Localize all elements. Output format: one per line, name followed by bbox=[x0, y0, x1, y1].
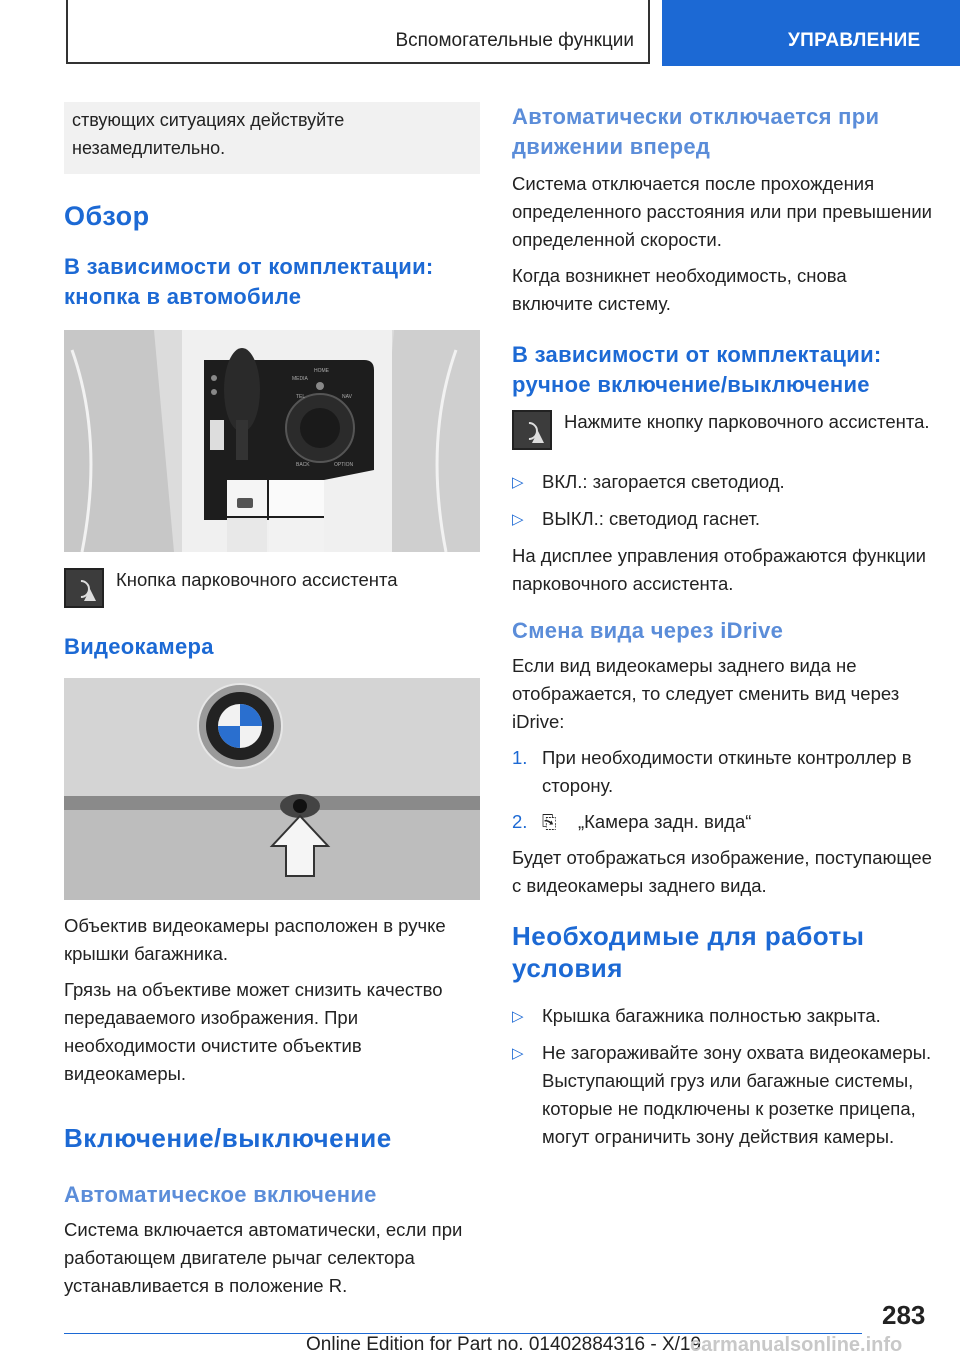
list-item bbox=[512, 505, 932, 534]
manual-bullet-off: ВЫКЛ.: светодиод гаснет. bbox=[542, 508, 761, 529]
heading-camera: Видеокамера bbox=[64, 634, 214, 659]
list-item bbox=[512, 1002, 932, 1031]
header-section-title: Вспомогательные функции bbox=[395, 30, 634, 51]
idrive-step-1: При необходимости откиньте контроллер в сторону. bbox=[542, 747, 912, 796]
console-label-home: HOME bbox=[314, 368, 329, 374]
console-label-media: MEDIA bbox=[292, 376, 308, 382]
header-chapter-tab bbox=[662, 0, 960, 66]
button-caption-line bbox=[64, 568, 480, 608]
left-column bbox=[64, 102, 480, 1308]
manual-bullet-on: ВКЛ.: загорается светодиод. bbox=[542, 471, 785, 492]
heading-auto-on: Автоматическое включение bbox=[64, 1182, 377, 1207]
header-chapter-title: УПРАВЛЕНИЕ bbox=[788, 30, 921, 51]
console-label-option: OPTION bbox=[334, 462, 354, 468]
heading-conditions: Необходимые для работы условия bbox=[512, 921, 865, 983]
camera-paragraph-1: Объектив видеокамеры расположен в ручке крышки багажника. bbox=[64, 915, 446, 964]
parking-assistant-icon bbox=[64, 568, 104, 608]
heading-idrive: Смена вида через iDrive bbox=[512, 618, 784, 643]
step-number: 2. bbox=[512, 811, 528, 832]
condition-2: Не загораживайте зону охвата видеокамеры. Выступающий груз или багажные системы, которые не подключены к розетке прицепа, могут ограничить зону действия камеры. bbox=[542, 1042, 932, 1147]
heading-button-in-car: В зависимости от комплектации: кнопка в автомобиле bbox=[64, 254, 434, 309]
auto-off-paragraph-1: Система отключается после прохождения определенного расстояния или при превышении определенной скорости. bbox=[512, 173, 932, 250]
idrive-paragraph-2: Будет отображаться изображение, поступающее с видеокамеры заднего вида. bbox=[512, 847, 932, 896]
auto-on-paragraph: Система включается автоматически, если при работающем двигателе рычаг селектора устанавливается в положение R. bbox=[64, 1219, 463, 1296]
console-label-back: BACK bbox=[296, 462, 310, 468]
heading-auto-off: Автоматически отключается при движении вперед bbox=[512, 104, 880, 159]
footer-watermark[interactable]: carmanualsonline.info bbox=[690, 1334, 903, 1356]
step-number: 1. bbox=[512, 747, 528, 768]
list-item bbox=[512, 744, 932, 800]
manual-icon-text: Нажмите кнопку парковочного ассистента. bbox=[564, 411, 930, 432]
manual-icon-line bbox=[512, 410, 932, 450]
heading-on-off: Включение/выключение bbox=[64, 1123, 392, 1153]
console-label-nav: NAV bbox=[342, 394, 352, 400]
list-item bbox=[512, 1039, 932, 1151]
photo-camera bbox=[64, 678, 480, 900]
right-column bbox=[512, 102, 932, 1159]
bullet-triangle-icon: ▷ bbox=[512, 511, 524, 528]
manual-paragraph: На дисплее управления отображаются функции парковочного ассистента. bbox=[512, 545, 926, 594]
bullet-triangle-icon: ▷ bbox=[512, 1008, 524, 1025]
bullet-triangle-icon: ▷ bbox=[512, 474, 524, 491]
list-item bbox=[512, 808, 932, 836]
list-item bbox=[512, 468, 932, 497]
camera-paragraph-2: Грязь на объективе может снизить качество передаваемого изображения. При необходимости очистите объектив видеокамеры. bbox=[64, 979, 443, 1084]
idrive-step-2: „Камера задн. вида“ bbox=[578, 811, 752, 832]
page-number: 283 bbox=[882, 1300, 926, 1330]
header-section-box bbox=[66, 0, 650, 64]
photo-console bbox=[64, 330, 480, 552]
footer-edition: Online Edition for Part no. 01402884316 - X/19 bbox=[306, 1334, 702, 1355]
heading-manual: В зависимости от комплектации: ручное включение/выключение bbox=[512, 342, 882, 397]
note-box: ствующих ситуациях действуйте незамедлительно. bbox=[64, 102, 480, 174]
parking-assistant-icon bbox=[512, 410, 552, 450]
button-caption: Кнопка парковочного ассистента bbox=[116, 569, 398, 590]
auto-off-paragraph-2: Когда возникнет необходимость, снова включите систему. bbox=[512, 265, 847, 314]
bullet-triangle-icon: ▷ bbox=[512, 1045, 524, 1062]
rear-camera-icon: ⎘ bbox=[542, 812, 557, 832]
console-label-tel: TEL bbox=[296, 394, 306, 400]
heading-overview: Обзор bbox=[64, 201, 150, 231]
condition-1: Крышка багажника полностью закрыта. bbox=[542, 1005, 881, 1026]
idrive-paragraph: Если вид видеокамеры заднего вида не отображается, то следует сменить вид через iDrive: bbox=[512, 655, 900, 732]
